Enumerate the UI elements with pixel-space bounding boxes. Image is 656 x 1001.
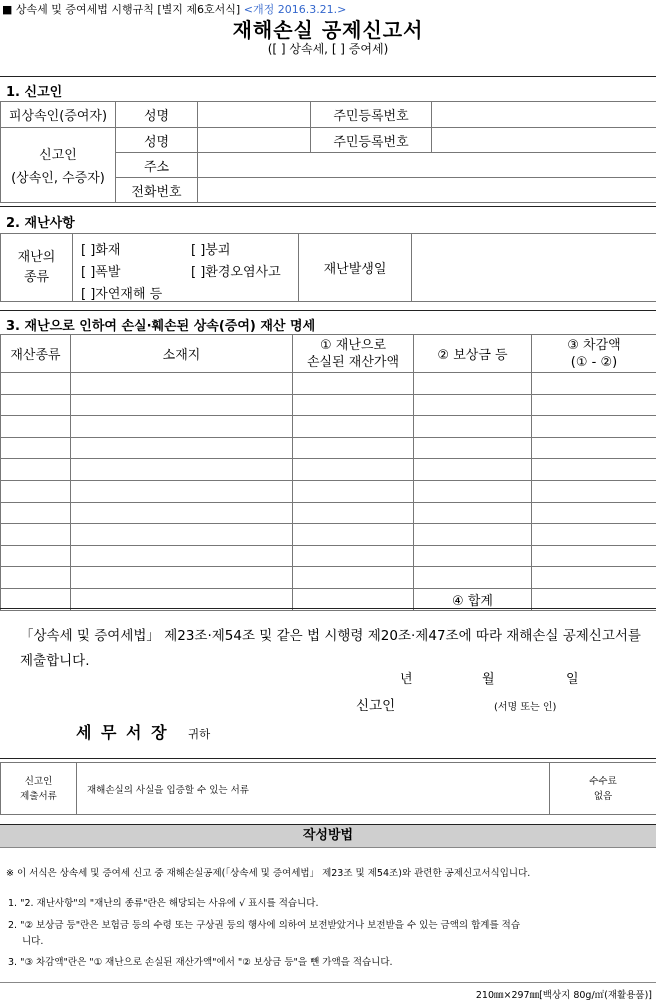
property-row [1, 373, 656, 395]
location-cell[interactable] [71, 588, 293, 610]
filer-name-field[interactable] [198, 128, 311, 153]
property-type-cell[interactable] [1, 480, 71, 502]
fee-label: 수수료 [554, 774, 652, 789]
section2-title: 2. 재난사항 [6, 212, 75, 231]
property-row [1, 394, 656, 416]
col-lost-value-2: 손실된 재산가액 [297, 354, 409, 371]
disaster-type-label-1: 재난의 [5, 248, 68, 268]
property-row [1, 480, 656, 502]
divider-footer [0, 982, 656, 983]
property-type-cell[interactable] [1, 502, 71, 524]
deduction-cell[interactable] [532, 524, 656, 546]
decedent-name-label: 성명 [116, 102, 198, 128]
compensation-cell[interactable] [414, 502, 532, 524]
instruction-item-2b: 니다. [22, 934, 43, 950]
divider-section3 [0, 310, 656, 311]
lost-value-cell[interactable] [293, 524, 414, 546]
filer-name-label: 성명 [116, 128, 198, 153]
property-row [1, 416, 656, 438]
property-row [1, 437, 656, 459]
deduction-cell[interactable] [532, 416, 656, 438]
col-lost-value [293, 335, 414, 373]
deduction-cell[interactable] [532, 480, 656, 502]
instruction-item-1: 1. "2. 재난사항"의 "재난의 종류"란은 해당되는 사유에 √ 표시를 적습니다. [8, 896, 318, 912]
form-title: 재해손실 공제신고서 [0, 14, 656, 43]
deduction-cell[interactable] [532, 545, 656, 567]
documents-label-1: 신고인 [5, 774, 72, 789]
declaration-text: 「상속세 및 증여세법」 제23조·제54조 및 같은 법 시행령 제20조·제47조에 따라 재해손실 공제신고서를 제출합니다. [20, 624, 646, 674]
fee-value: 없음 [554, 789, 652, 804]
property-type-cell[interactable] [1, 588, 71, 610]
disaster-type-label-2: 종류 [5, 268, 68, 288]
decedent-name-field[interactable] [198, 102, 311, 128]
documents-label [1, 763, 77, 815]
filer-rrn-label: 주민등록번호 [311, 128, 432, 153]
location-cell[interactable] [71, 394, 293, 416]
property-row [1, 545, 656, 567]
month-label: 월 [482, 668, 495, 687]
deduction-cell[interactable] [532, 588, 656, 610]
documents-table [0, 762, 656, 815]
compensation-cell[interactable] [414, 373, 532, 395]
compensation-cell[interactable] [414, 480, 532, 502]
location-cell[interactable] [71, 524, 293, 546]
tax-office-head: 세 무 서 장 [76, 720, 169, 743]
divider-documents [0, 758, 656, 759]
location-cell[interactable] [71, 502, 293, 524]
honorific: 귀하 [188, 726, 210, 742]
disaster-type-options [73, 234, 299, 302]
checkbox-natural-disaster[interactable]: [ ]자연재해 등 [81, 283, 162, 302]
filer-table [0, 101, 656, 203]
decedent-rrn-label: 주민등록번호 [311, 102, 432, 128]
decedent-rrn-field[interactable] [432, 102, 656, 128]
instruction-item-3: 3. "③ 차감액"란은 "① 재난으로 손실된 재산가액"에서 "② 보상금 등"을 뺀 가액을 적습니다. [8, 955, 393, 971]
location-cell[interactable] [71, 480, 293, 502]
paper-spec: 210㎜×297㎜[백상지 80g/㎡(재활용품)] [476, 987, 652, 1001]
compensation-cell[interactable] [414, 567, 532, 589]
documents-label-2: 제출서류 [5, 789, 72, 804]
checkbox-fire[interactable]: [ ]화재 [81, 239, 120, 258]
location-cell[interactable] [71, 459, 293, 481]
filer-rrn-field[interactable] [432, 128, 656, 153]
location-cell[interactable] [71, 545, 293, 567]
occur-date-field[interactable] [412, 234, 656, 302]
lost-value-cell[interactable] [293, 588, 414, 610]
instructions-title: 작성방법 [0, 824, 656, 848]
phone-label: 전화번호 [116, 178, 198, 203]
checkbox-explosion[interactable]: [ ]폭발 [81, 261, 120, 280]
property-type-cell[interactable] [1, 459, 71, 481]
location-cell[interactable] [71, 437, 293, 459]
compensation-cell[interactable] [414, 545, 532, 567]
address-field[interactable] [198, 153, 656, 178]
occur-date-label: 재난발생일 [299, 234, 412, 302]
col-deduction [532, 335, 656, 373]
location-cell[interactable] [71, 416, 293, 438]
deduction-cell[interactable] [532, 437, 656, 459]
disaster-type-label [1, 234, 73, 302]
instruction-item-2a: 2. "② 보상금 등"란은 보험금 등의 수령 또는 구상권 등의 행사에 의하여 보전받았거나 보전받을 수 있는 금액의 합계를 적습 [8, 918, 520, 934]
col-location: 소재지 [71, 335, 293, 373]
deduction-cell[interactable] [532, 502, 656, 524]
col-deduction-2: (① - ②) [536, 354, 652, 371]
property-type-cell[interactable] [1, 416, 71, 438]
col-deduction-1: ③ 차감액 [536, 337, 652, 354]
property-type-cell[interactable] [1, 373, 71, 395]
regulation-text: ■ 상속세 및 증여세법 시행규칙 [별지 제6호서식] [2, 3, 240, 16]
deduction-cell[interactable] [532, 459, 656, 481]
property-row [1, 459, 656, 481]
lost-value-cell[interactable] [293, 502, 414, 524]
divider-top [0, 76, 656, 77]
lost-value-cell[interactable] [293, 416, 414, 438]
col-lost-value-1: ① 재난으로 [297, 337, 409, 354]
property-row [1, 502, 656, 524]
total-row [1, 588, 656, 610]
compensation-cell[interactable] [414, 394, 532, 416]
property-row [1, 567, 656, 589]
disaster-table [0, 233, 656, 302]
property-type-cell[interactable] [1, 545, 71, 567]
compensation-cell[interactable] [414, 459, 532, 481]
col-property-type: 재산종류 [1, 335, 71, 373]
lost-value-cell[interactable] [293, 394, 414, 416]
required-documents: 재해손실의 사실을 입증할 수 있는 서류 [77, 763, 550, 815]
checkbox-pollution[interactable]: [ ]환경오염사고 [191, 261, 281, 280]
day-label: 일 [566, 668, 579, 687]
sign-or-seal[interactable]: (서명 또는 인) [494, 698, 556, 713]
deduction-cell[interactable] [532, 373, 656, 395]
property-type-cell[interactable] [1, 394, 71, 416]
divider-declaration [0, 608, 656, 609]
filer-label-cell [1, 128, 116, 203]
property-row [1, 524, 656, 546]
location-cell[interactable] [71, 373, 293, 395]
deduction-cell[interactable] [532, 567, 656, 589]
property-type-cell[interactable] [1, 437, 71, 459]
phone-field[interactable] [198, 178, 656, 203]
section3-title: 3. 재난으로 인하여 손실·훼손된 상속(증여) 재산 명세 [6, 315, 315, 334]
lost-value-cell[interactable] [293, 373, 414, 395]
total-label: ④ 합계 [414, 588, 532, 610]
compensation-cell[interactable] [414, 437, 532, 459]
decedent-label: 피상속인(증여자) [1, 102, 116, 128]
address-label: 주소 [116, 153, 198, 178]
filer-sub-label: (상속인, 수증자) [5, 167, 111, 186]
col-compensation: ② 보상금 등 [414, 335, 532, 373]
lost-value-cell[interactable] [293, 437, 414, 459]
deduction-cell[interactable] [532, 394, 656, 416]
filer-sign-label: 신고인 [356, 694, 395, 714]
revision-date: <개정 2016.3.21.> [244, 3, 347, 16]
lost-value-cell[interactable] [293, 567, 414, 589]
instructions-note: ※ 이 서식은 상속세 및 증여세 신고 중 재해손실공제(「상속세 및 증여세법」 제23조 및 제54조)와 관련한 공제신고서식입니다. [6, 866, 530, 882]
form-subtitle: ([ ] 상속세, [ ] 증여세) [0, 40, 656, 57]
property-type-cell[interactable] [1, 524, 71, 546]
property-type-cell[interactable] [1, 567, 71, 589]
filer-label: 신고인 [5, 144, 111, 163]
lost-value-cell[interactable] [293, 459, 414, 481]
location-cell[interactable] [71, 567, 293, 589]
divider-section2 [0, 206, 656, 207]
lost-value-cell[interactable] [293, 545, 414, 567]
property-table [0, 334, 656, 611]
fee-cell [550, 763, 656, 815]
section1-title: 1. 신고인 [6, 81, 62, 100]
compensation-cell[interactable] [414, 416, 532, 438]
checkbox-collapse[interactable]: [ ]붕괴 [191, 239, 230, 258]
lost-value-cell[interactable] [293, 480, 414, 502]
year-label: 년 [400, 668, 413, 687]
compensation-cell[interactable] [414, 524, 532, 546]
